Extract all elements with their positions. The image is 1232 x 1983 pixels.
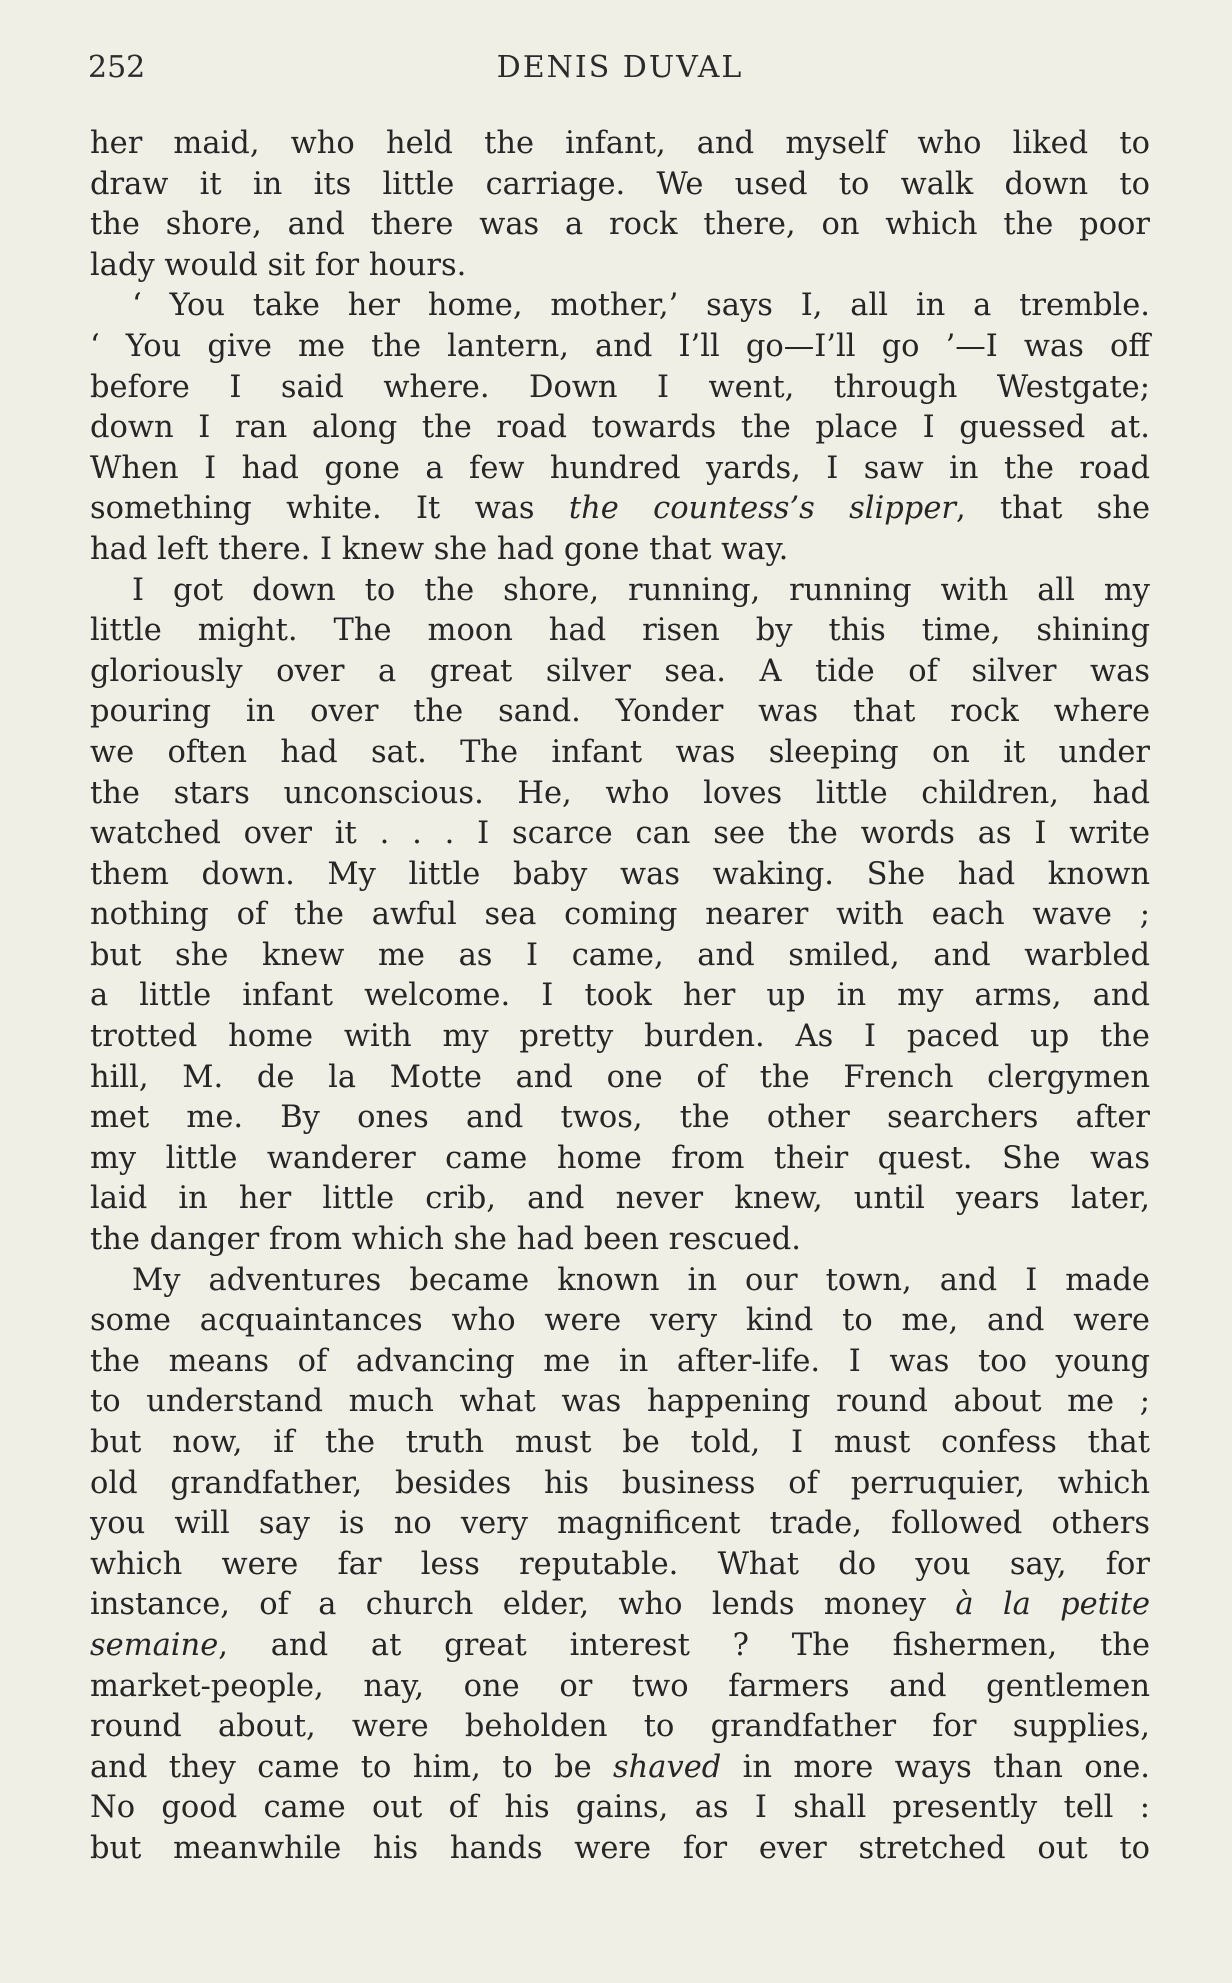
text-line: down I ran along the road towards the place I guessed at. xyxy=(90,410,1150,446)
text-line: but she knew me as I came, and smiled, and warbled xyxy=(90,937,1150,973)
italic-text: à la petite xyxy=(955,1587,1150,1623)
text-line: the means of advancing me in after-life. I was too young xyxy=(90,1343,1150,1379)
text-line: pouring in over the sand. Yonder was that rock where xyxy=(90,694,1150,730)
text-line: nothing of the awful sea coming nearer with each wave ; xyxy=(90,897,1150,933)
text-line: draw it in its little carriage. We used to walk down to xyxy=(90,166,1150,202)
text-line: them down. My little baby was waking. She had known xyxy=(90,856,1150,892)
text-line: I got down to the shore, running, running with all my xyxy=(132,572,1150,608)
text-line: round about, were beholden to grandfather for supplies, xyxy=(90,1709,1150,1745)
text-line: the shore, and there was a rock there, on which the poor xyxy=(90,207,1150,243)
italic-text: shaved xyxy=(613,1749,722,1785)
italic-text: semaine xyxy=(90,1627,219,1663)
text-line: but meanwhile his hands were for ever stretched out to xyxy=(90,1830,1150,1866)
text-line: her maid, who held the infant, and myself who liked to xyxy=(90,126,1150,161)
text-line: trotted home with my pretty burden. As I paced up the xyxy=(90,1019,1150,1055)
text-line: lady would sit for hours. xyxy=(90,247,467,283)
text-line: you will say is no very magnificent trade, followed others xyxy=(90,1506,1150,1542)
page-number: 252 xyxy=(88,50,146,85)
text-line: ‘ You give me the lantern, and I’ll go—I’ll go ’—I was off xyxy=(90,328,1150,364)
text-line: to understand much what was happening round about me ; xyxy=(90,1384,1150,1420)
text-segment: in more ways than one. xyxy=(721,1749,1150,1785)
text-line: My adventures became known in our town, and I made xyxy=(132,1262,1150,1298)
text-line xyxy=(90,1585,1150,1626)
text-segment: something white. It was xyxy=(90,491,569,527)
text-line: the stars unconscious. He, who loves little children, had xyxy=(90,775,1150,811)
text-line: some acquaintances who were very kind to me, and were xyxy=(90,1303,1150,1339)
text-line: before I said where. Down I went, through Westgate; xyxy=(90,369,1150,405)
text-line xyxy=(90,489,1150,530)
text-line: the danger from which she had been rescued. xyxy=(90,1222,801,1258)
text-line: we often had sat. The infant was sleeping on it under xyxy=(90,734,1150,770)
text-segment: and they came to him, to be xyxy=(90,1749,613,1785)
text-line: ‘ You take her home, mother,’ says I, all in a tremble. xyxy=(132,288,1150,324)
text-line: had left there. I knew she had gone that way. xyxy=(90,531,789,567)
text-line xyxy=(90,1626,1150,1667)
text-segment: , and at great interest ? The fishermen, the xyxy=(218,1627,1150,1663)
text-line: watched over it . . . I scarce can see the words as I write xyxy=(90,816,1150,852)
text-line: which were far less reputable. What do you say, for xyxy=(90,1546,1150,1582)
text-line: No good came out of his gains, as I shall presently tell : xyxy=(90,1790,1150,1826)
text-line: market-people, nay, one or two farmers and gentlemen xyxy=(90,1668,1150,1704)
text-line: but now, if the truth must be told, I must confess that xyxy=(90,1425,1150,1460)
text-line: my little wanderer came home from their quest. She was xyxy=(90,1140,1150,1176)
text-line: met me. By ones and twos, the other searchers after xyxy=(90,1100,1150,1136)
text-segment: instance, of a church elder, who lends money xyxy=(90,1587,956,1623)
page-header xyxy=(88,50,1152,94)
text-line: old grandfather, besides his business of perruquier, which xyxy=(90,1465,1150,1501)
text-line: gloriously over a great silver sea. A tide of silver was xyxy=(90,653,1150,689)
text-line xyxy=(90,1748,1150,1789)
text-line: little might. The moon had risen by this time, shining xyxy=(90,613,1150,649)
italic-text: the countess’s slipper xyxy=(568,491,956,527)
text-line: laid in her little crib, and never knew, until years later, xyxy=(90,1181,1150,1217)
body-text xyxy=(90,124,1150,1870)
text-line: When I had gone a few hundred yards, I saw in the road xyxy=(90,450,1150,486)
text-segment: , that she xyxy=(955,491,1150,527)
text-line: hill, M. de la Motte and one of the French clergymen xyxy=(90,1059,1150,1095)
text-line: a little infant welcome. I took her up in my arms, and xyxy=(90,978,1150,1014)
running-head: DENIS DUVAL xyxy=(496,50,744,85)
